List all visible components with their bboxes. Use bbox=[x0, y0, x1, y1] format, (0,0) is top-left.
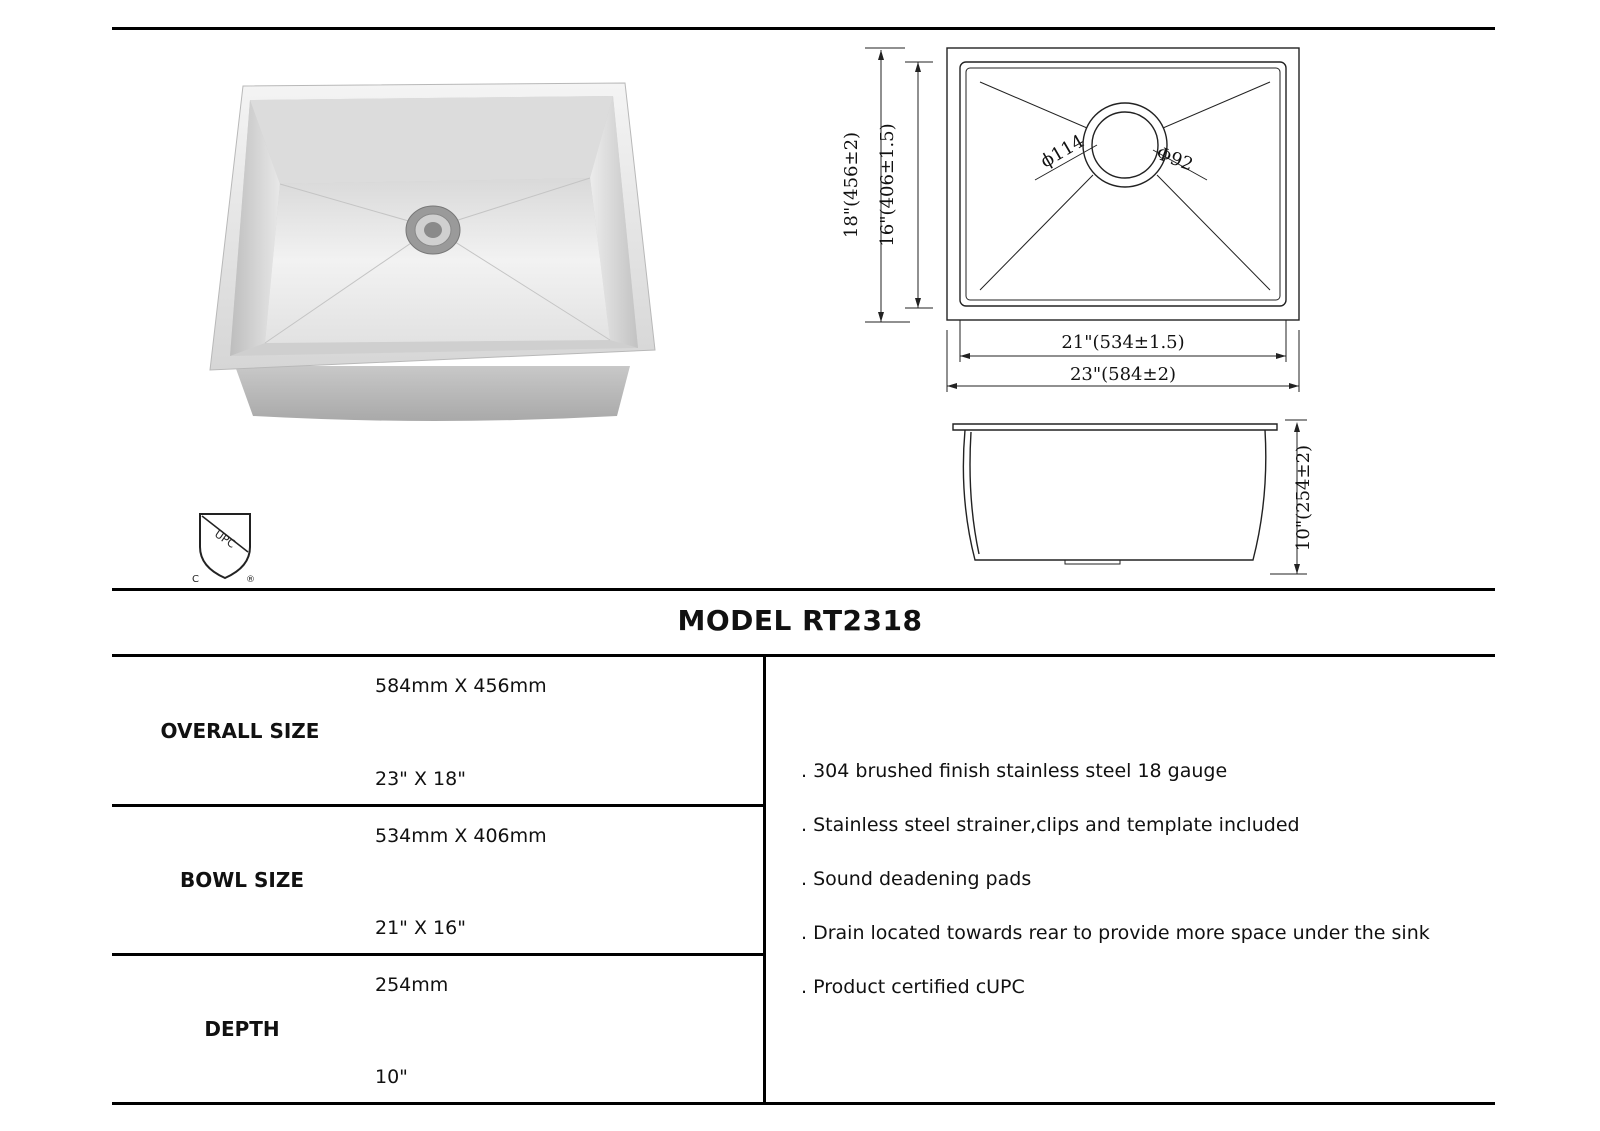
depth-metric: 254mm bbox=[375, 974, 449, 996]
overall-size-label: OVERALL SIZE bbox=[160, 719, 320, 743]
overall-size-imperial: 23" X 18" bbox=[375, 768, 466, 790]
upc-text: UPC bbox=[212, 527, 238, 551]
c-mark: C bbox=[192, 574, 199, 584]
registered-mark: ® bbox=[246, 575, 255, 584]
overall-size-metric: 584mm X 456mm bbox=[375, 675, 547, 697]
top-rule bbox=[112, 27, 1495, 30]
bowl-size-imperial: 21" X 16" bbox=[375, 917, 466, 939]
dim-inner-width: 21"(534±1.5) bbox=[1061, 332, 1185, 353]
mid-rule bbox=[112, 588, 1495, 591]
dim-outer-width: 23"(584±2) bbox=[1069, 364, 1177, 385]
depth-imperial: 10" bbox=[375, 1066, 408, 1088]
cupc-logo bbox=[190, 512, 260, 584]
feature-item-2: . Stainless steel strainer,clips and template included bbox=[801, 814, 1300, 836]
depth-label: DEPTH bbox=[204, 1017, 280, 1041]
bowl-size-label: BOWL SIZE bbox=[179, 868, 305, 892]
dim-outer-height: 18"(456±2) bbox=[841, 131, 862, 239]
dim-inner-height: 16"(406±1.5) bbox=[877, 123, 898, 247]
model-title: MODEL RT2318 bbox=[677, 604, 923, 637]
feature-item-4: . Drain located towards rear to provide more space under the sink bbox=[801, 922, 1430, 944]
row-divider-1 bbox=[112, 804, 764, 807]
sink-photo bbox=[205, 78, 665, 428]
column-divider bbox=[763, 655, 766, 1104]
dim-drain-outer: ϕ114 bbox=[1037, 130, 1088, 173]
dim-depth: 10"(254±2) bbox=[1293, 444, 1314, 552]
dim-drain-inner: Φ92 bbox=[1153, 142, 1196, 176]
feature-item-5: . Product certified cUPC bbox=[801, 976, 1025, 998]
row-divider-2 bbox=[112, 953, 764, 956]
title-rule bbox=[112, 654, 1495, 657]
feature-item-1: . 304 brushed finish stainless steel 18 gauge bbox=[801, 760, 1228, 782]
bottom-rule bbox=[112, 1102, 1495, 1105]
bowl-size-metric: 534mm X 406mm bbox=[375, 825, 547, 847]
top-view-drawing bbox=[835, 40, 1315, 410]
side-view-drawing bbox=[935, 418, 1320, 580]
feature-item-3: . Sound deadening pads bbox=[801, 868, 1032, 890]
